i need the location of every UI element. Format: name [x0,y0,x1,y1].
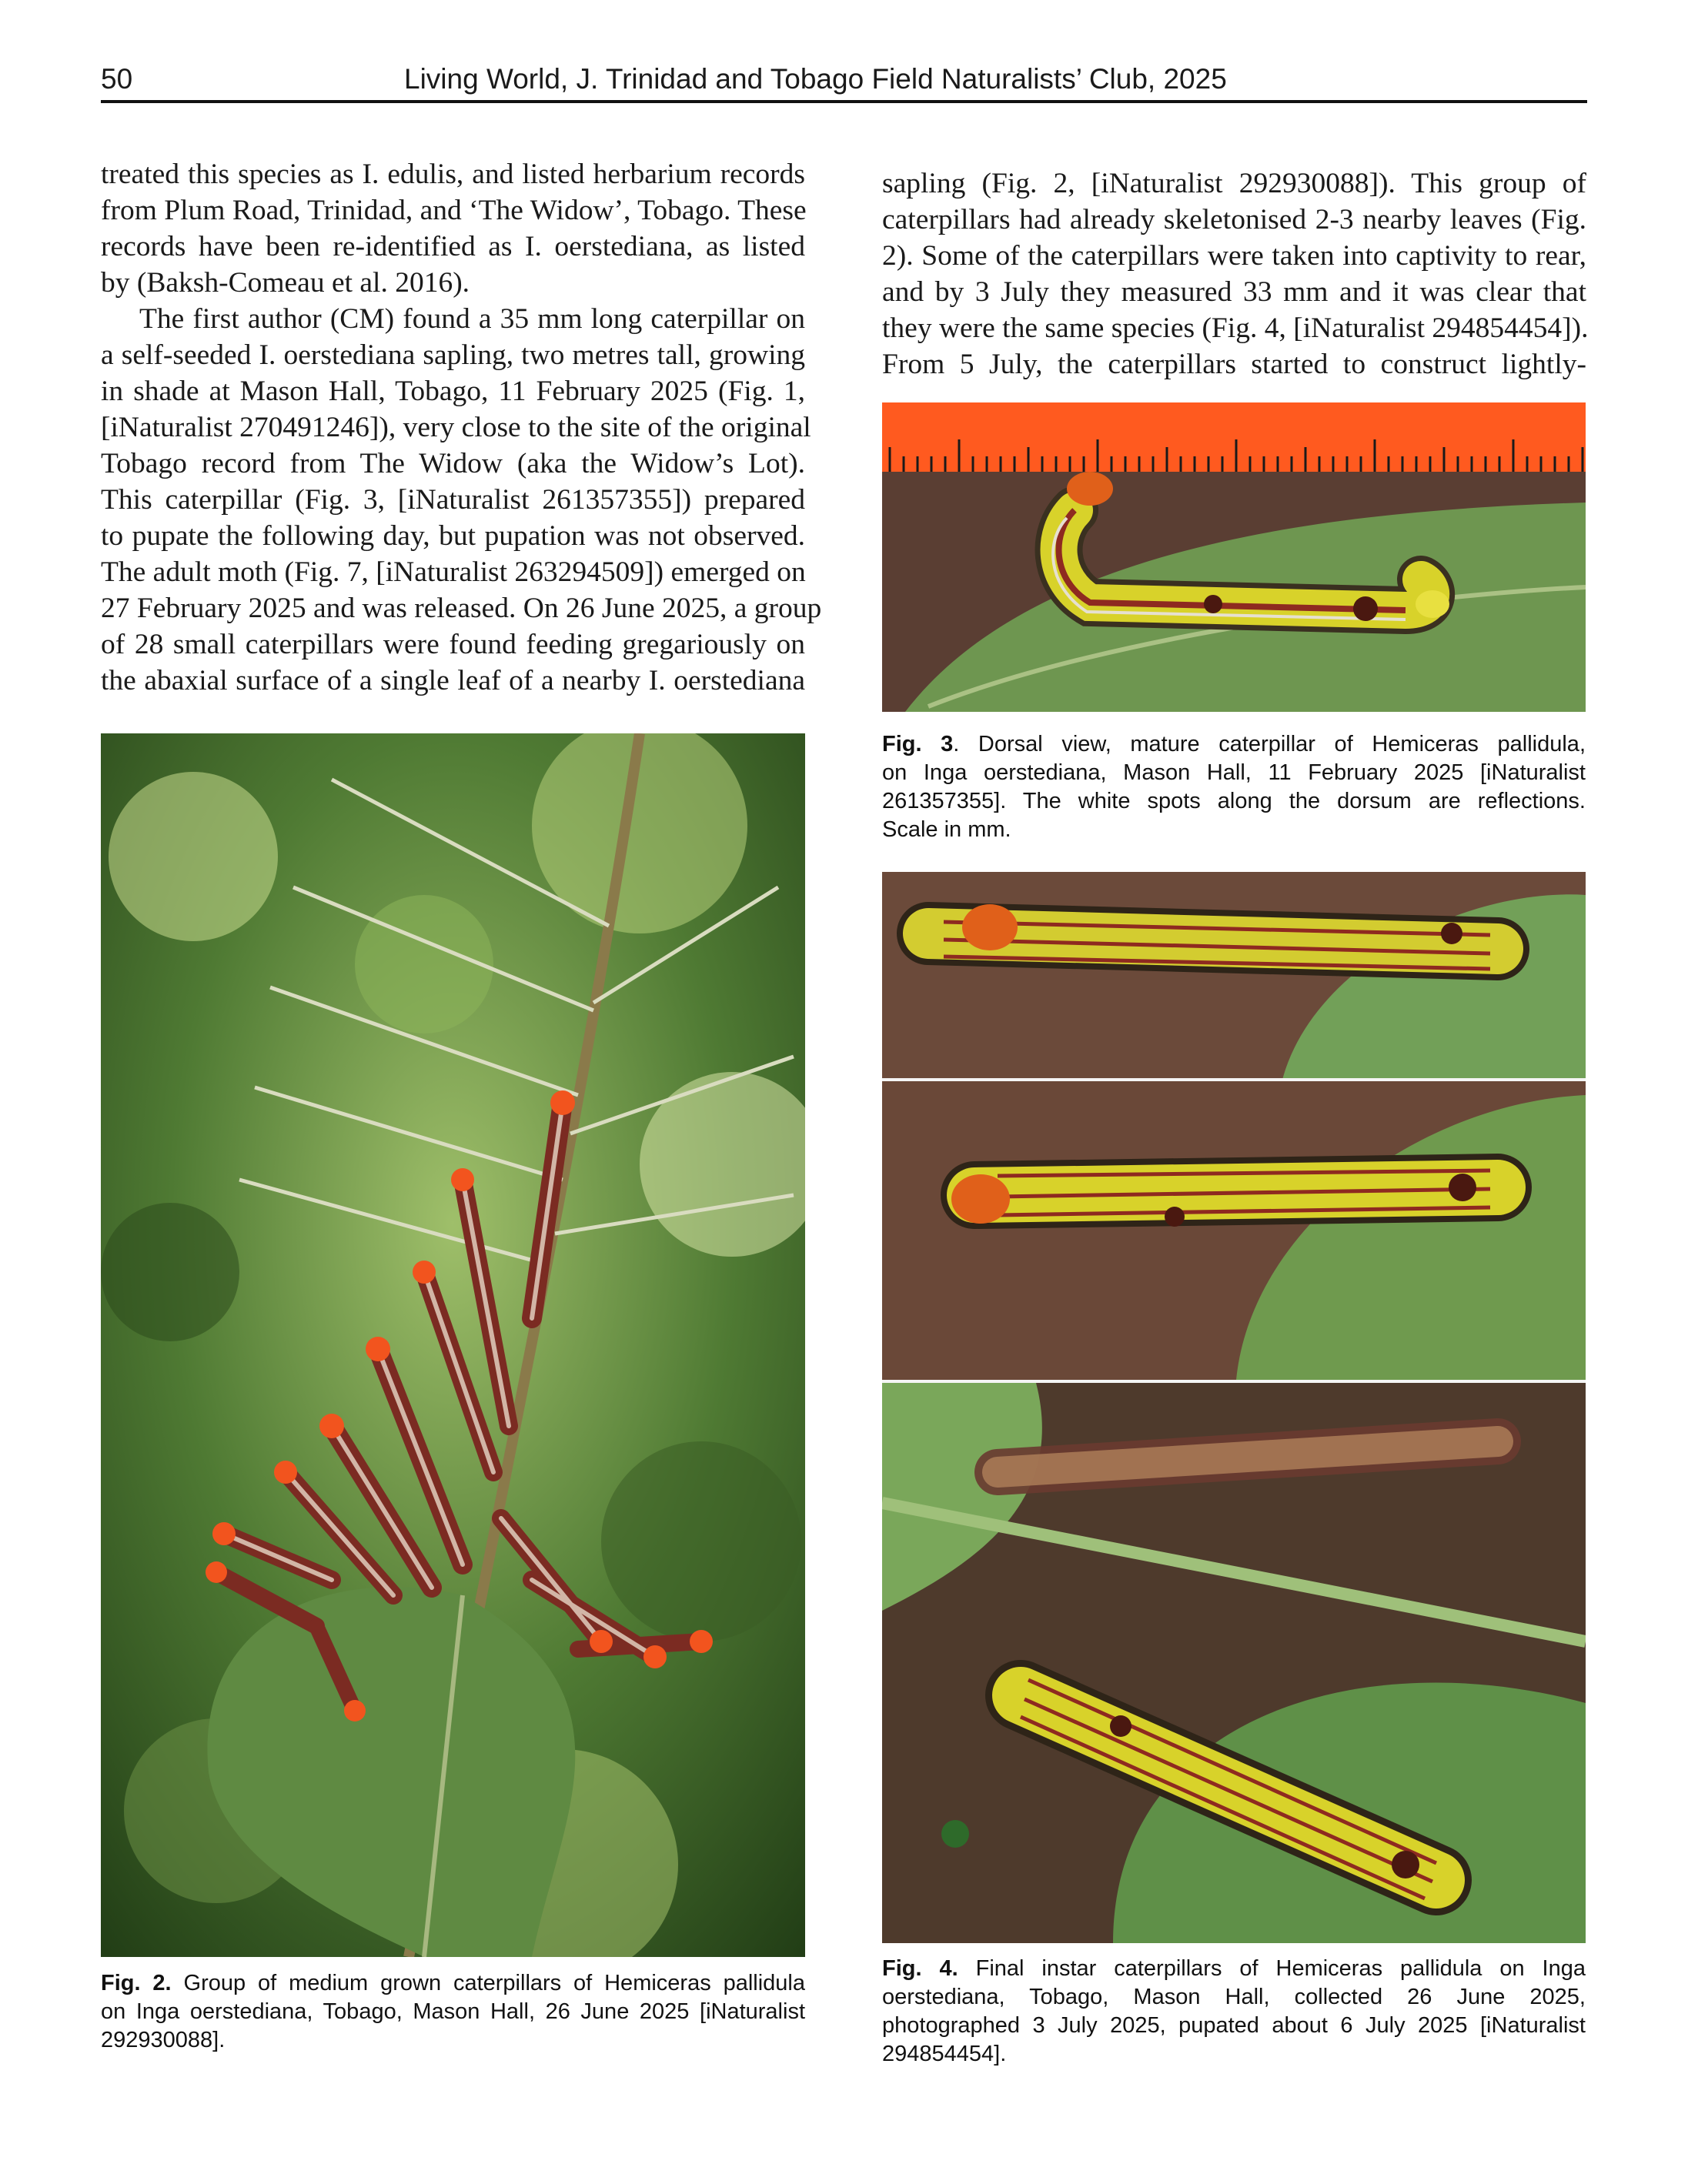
caterpillar-group-illustration [101,733,805,1957]
page-number: 50 [101,63,133,95]
figure-2-photo [101,733,805,1957]
caption-line [101,1969,805,1998]
text-line: [iNaturalist 270491246]), very close to the site of the original [101,412,811,443]
caption-text: . Dorsal view, mature caterpillar of Hemiceras pallidula, [953,732,1586,756]
caption-text: Group of medium grown caterpillars of Hemiceras pallidula [183,1971,805,1995]
caption-line [882,730,1586,759]
text-line: and by 3 July they measured 33 mm and it was clear that [882,276,1586,308]
caption-line: on Inga oerstediana, Mason Hall, 11 February 2025 [iNaturalist [882,760,1586,785]
right-column-text [882,165,1589,382]
text-line: sapling (Fig. 2, [iNaturalist 292930088]). This group of [882,168,1586,199]
figure-3-photo [882,402,1586,712]
text-line: to pupate the following day, but pupation was not observed. [101,520,805,552]
text-line: caterpillars had already skeletonised 2-3 nearby leaves (Fig. [882,204,1586,235]
figure-4-photo [882,872,1586,1943]
text-line: the abaxial surface of a single leaf of a nearby I. oerstediana [101,665,805,696]
text-line: The adult moth (Fig. 7, [iNaturalist 263294509]) emerged on [101,556,806,588]
paragraph-2 [101,301,822,699]
text-line: by (Baksh-Comeau et al. 2016). [101,267,470,299]
text-line: of 28 small caterpillars were found feeding gregariously on [101,629,805,660]
figure-label: Fig. 2. [101,1971,172,1995]
text-line: The first author (CM) found a 35 mm long caterpillar on [139,303,805,335]
text-line: 2). Some of the caterpillars were taken into captivity to rear, [882,240,1586,272]
caption-line: Scale in mm. [882,817,1011,842]
text-line: records have been re-identified as I. oerstediana, as listed [101,231,805,262]
text-line: from Plum Road, Trinidad, and ‘The Widow’, Tobago. These [101,195,807,226]
mature-caterpillar-illustration [882,402,1586,712]
caption-line: oerstediana, Tobago, Mason Hall, collected 26 June 2025, [882,1985,1586,2009]
paragraph-1 [101,156,805,301]
figure-4-caption [882,1955,1586,2069]
final-instar-caterpillars-illustration [882,872,1586,1943]
text-line: From 5 July, the caterpillars started to construct lightly- [882,349,1586,380]
caption-line [882,1955,1586,1983]
text-line: This caterpillar (Fig. 3, [iNaturalist 261357355]) prepared [101,484,805,516]
text-line: 27 February 2025 and was released. On 26 June 2025, a group [101,593,822,624]
text-line: Tobago record from The Widow (aka the Widow’s Lot). [101,448,805,479]
caption-line: on Inga oerstediana, Tobago, Mason Hall, 26 June 2025 [iNaturalist [101,1999,805,2024]
text-line: in shade at Mason Hall, Tobago, 11 February 2025 (Fig. 1, [101,376,805,407]
figure-label: Fig. 4. [882,1956,958,1981]
text-line: they were the same species (Fig. 4, [iNaturalist 294854454]). [882,312,1589,344]
text-line: treated this species as I. edulis, and listed herbarium records [101,159,805,190]
text-line: a self-seeded I. oerstediana sapling, two metres tall, growing [101,339,805,371]
caption-line: 261357355]. The white spots along the dorsum are reflections. [882,789,1586,813]
left-column-text [101,156,822,699]
running-header [101,63,1587,103]
paragraph-3 [882,165,1589,382]
figure-3-caption [882,730,1586,844]
figure-label: Fig. 3 [882,732,954,756]
caption-line: 294854454]. [882,2042,1007,2066]
caption-text: Final instar caterpillars of Hemiceras pallidula on Inga [975,1956,1586,1981]
journal-title: Living World, J. Trinidad and Tobago Field Naturalists’ Club, 2025 [404,63,1227,95]
caption-line: photographed 3 July 2025, pupated about 6 July 2025 [iNaturalist [882,2013,1586,2038]
figure-2-caption [101,1969,805,2055]
caption-line: 292930088]. [101,2028,226,2052]
